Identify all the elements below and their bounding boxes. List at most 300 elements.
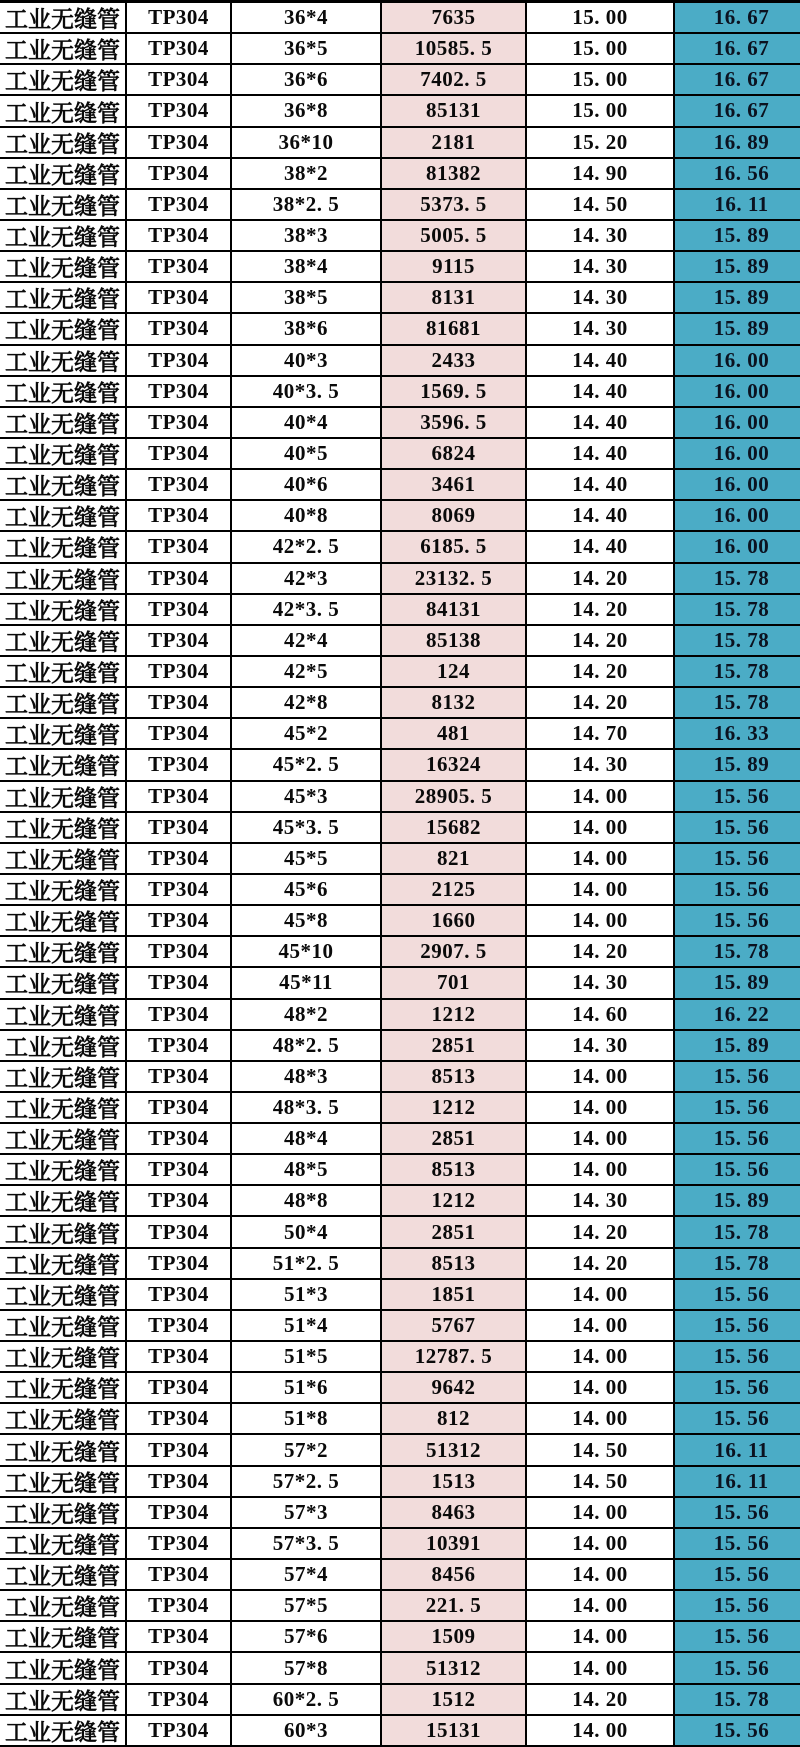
size-cell[interactable]: 40*5 xyxy=(232,439,382,470)
product-cell[interactable]: 工业无缝管 xyxy=(0,470,127,501)
material-cell[interactable]: TP304 xyxy=(127,1155,232,1186)
price-alt-cell[interactable]: 15. 56 xyxy=(675,813,800,844)
size-cell[interactable]: 48*2 xyxy=(232,1000,382,1031)
product-cell[interactable]: 工业无缝管 xyxy=(0,1280,127,1311)
quantity-cell[interactable]: 8131 xyxy=(382,283,527,314)
price-alt-cell[interactable]: 16. 00 xyxy=(675,470,800,501)
quantity-cell[interactable]: 12787. 5 xyxy=(382,1342,527,1373)
price-cell[interactable]: 14. 30 xyxy=(527,252,675,283)
material-cell[interactable]: TP304 xyxy=(127,782,232,813)
price-alt-cell[interactable]: 15. 56 xyxy=(675,1093,800,1124)
size-cell[interactable]: 57*2. 5 xyxy=(232,1467,382,1498)
material-cell[interactable]: TP304 xyxy=(127,1498,232,1529)
quantity-cell[interactable]: 2907. 5 xyxy=(382,937,527,968)
quantity-cell[interactable]: 1212 xyxy=(382,1093,527,1124)
quantity-cell[interactable]: 221. 5 xyxy=(382,1591,527,1622)
quantity-cell[interactable]: 1212 xyxy=(382,1186,527,1217)
price-cell[interactable]: 14. 00 xyxy=(527,782,675,813)
size-cell[interactable]: 42*2. 5 xyxy=(232,532,382,563)
material-cell[interactable]: TP304 xyxy=(127,377,232,408)
price-cell[interactable]: 14. 90 xyxy=(527,159,675,190)
product-cell[interactable]: 工业无缝管 xyxy=(0,501,127,532)
price-alt-cell[interactable]: 15. 78 xyxy=(675,1685,800,1716)
price-alt-cell[interactable]: 15. 56 xyxy=(675,1622,800,1653)
product-cell[interactable]: 工业无缝管 xyxy=(0,1498,127,1529)
price-alt-cell[interactable]: 15. 56 xyxy=(675,782,800,813)
size-cell[interactable]: 45*5 xyxy=(232,844,382,875)
size-cell[interactable]: 48*4 xyxy=(232,1124,382,1155)
quantity-cell[interactable]: 15131 xyxy=(382,1716,527,1747)
size-cell[interactable]: 42*8 xyxy=(232,688,382,719)
size-cell[interactable]: 45*3. 5 xyxy=(232,813,382,844)
quantity-cell[interactable]: 124 xyxy=(382,657,527,688)
quantity-cell[interactable]: 2181 xyxy=(382,128,527,159)
price-cell[interactable]: 14. 00 xyxy=(527,1404,675,1435)
material-cell[interactable]: TP304 xyxy=(127,346,232,377)
price-cell[interactable]: 14. 30 xyxy=(527,968,675,999)
product-cell[interactable]: 工业无缝管 xyxy=(0,1186,127,1217)
material-cell[interactable]: TP304 xyxy=(127,1062,232,1093)
price-cell[interactable]: 14. 30 xyxy=(527,750,675,781)
quantity-cell[interactable]: 5373. 5 xyxy=(382,190,527,221)
price-alt-cell[interactable]: 15. 56 xyxy=(675,1062,800,1093)
product-cell[interactable]: 工业无缝管 xyxy=(0,221,127,252)
size-cell[interactable]: 36*10 xyxy=(232,128,382,159)
size-cell[interactable]: 45*11 xyxy=(232,968,382,999)
material-cell[interactable]: TP304 xyxy=(127,1311,232,1342)
price-cell[interactable]: 14. 00 xyxy=(527,1560,675,1591)
size-cell[interactable]: 40*8 xyxy=(232,501,382,532)
quantity-cell[interactable]: 2851 xyxy=(382,1217,527,1248)
product-cell[interactable]: 工业无缝管 xyxy=(0,1249,127,1280)
material-cell[interactable]: TP304 xyxy=(127,1342,232,1373)
quantity-cell[interactable]: 8132 xyxy=(382,688,527,719)
material-cell[interactable]: TP304 xyxy=(127,3,232,34)
size-cell[interactable]: 45*2. 5 xyxy=(232,750,382,781)
size-cell[interactable]: 51*3 xyxy=(232,1280,382,1311)
price-alt-cell[interactable]: 16. 33 xyxy=(675,719,800,750)
product-cell[interactable]: 工业无缝管 xyxy=(0,564,127,595)
price-cell[interactable]: 14. 20 xyxy=(527,1685,675,1716)
size-cell[interactable]: 60*3 xyxy=(232,1716,382,1747)
product-cell[interactable]: 工业无缝管 xyxy=(0,1622,127,1653)
price-cell[interactable]: 14. 00 xyxy=(527,1093,675,1124)
quantity-cell[interactable]: 16324 xyxy=(382,750,527,781)
product-cell[interactable]: 工业无缝管 xyxy=(0,1000,127,1031)
price-alt-cell[interactable]: 15. 89 xyxy=(675,1031,800,1062)
price-cell[interactable]: 14. 30 xyxy=(527,1031,675,1062)
quantity-cell[interactable]: 2851 xyxy=(382,1031,527,1062)
size-cell[interactable]: 45*6 xyxy=(232,875,382,906)
product-cell[interactable]: 工业无缝管 xyxy=(0,1342,127,1373)
size-cell[interactable]: 60*2. 5 xyxy=(232,1685,382,1716)
price-cell[interactable]: 14. 20 xyxy=(527,626,675,657)
product-cell[interactable]: 工业无缝管 xyxy=(0,968,127,999)
product-cell[interactable]: 工业无缝管 xyxy=(0,1467,127,1498)
size-cell[interactable]: 40*6 xyxy=(232,470,382,501)
material-cell[interactable]: TP304 xyxy=(127,190,232,221)
quantity-cell[interactable]: 812 xyxy=(382,1404,527,1435)
material-cell[interactable]: TP304 xyxy=(127,1124,232,1155)
price-alt-cell[interactable]: 15. 56 xyxy=(675,1716,800,1747)
price-cell[interactable]: 15. 00 xyxy=(527,65,675,96)
product-cell[interactable]: 工业无缝管 xyxy=(0,1529,127,1560)
quantity-cell[interactable]: 15682 xyxy=(382,813,527,844)
price-cell[interactable]: 14. 40 xyxy=(527,346,675,377)
size-cell[interactable]: 40*4 xyxy=(232,408,382,439)
price-cell[interactable]: 14. 00 xyxy=(527,1591,675,1622)
price-alt-cell[interactable]: 15. 56 xyxy=(675,1529,800,1560)
quantity-cell[interactable]: 7635 xyxy=(382,3,527,34)
price-alt-cell[interactable]: 16. 00 xyxy=(675,377,800,408)
product-cell[interactable]: 工业无缝管 xyxy=(0,875,127,906)
price-cell[interactable]: 14. 70 xyxy=(527,719,675,750)
price-cell[interactable]: 14. 50 xyxy=(527,1467,675,1498)
quantity-cell[interactable]: 8513 xyxy=(382,1062,527,1093)
quantity-cell[interactable]: 23132. 5 xyxy=(382,564,527,595)
price-cell[interactable]: 14. 00 xyxy=(527,906,675,937)
product-cell[interactable]: 工业无缝管 xyxy=(0,1435,127,1466)
price-alt-cell[interactable]: 16. 00 xyxy=(675,532,800,563)
price-cell[interactable]: 15. 00 xyxy=(527,3,675,34)
price-cell[interactable]: 14. 40 xyxy=(527,470,675,501)
price-alt-cell[interactable]: 16. 67 xyxy=(675,65,800,96)
product-cell[interactable]: 工业无缝管 xyxy=(0,34,127,65)
price-cell[interactable]: 14. 20 xyxy=(527,564,675,595)
material-cell[interactable]: TP304 xyxy=(127,314,232,345)
size-cell[interactable]: 40*3 xyxy=(232,346,382,377)
price-cell[interactable]: 14. 00 xyxy=(527,1311,675,1342)
material-cell[interactable]: TP304 xyxy=(127,1217,232,1248)
price-alt-cell[interactable]: 15. 56 xyxy=(675,1653,800,1684)
quantity-cell[interactable]: 1509 xyxy=(382,1622,527,1653)
quantity-cell[interactable]: 51312 xyxy=(382,1653,527,1684)
quantity-cell[interactable]: 8456 xyxy=(382,1560,527,1591)
price-cell[interactable]: 14. 40 xyxy=(527,439,675,470)
quantity-cell[interactable]: 8069 xyxy=(382,501,527,532)
product-cell[interactable]: 工业无缝管 xyxy=(0,377,127,408)
product-cell[interactable]: 工业无缝管 xyxy=(0,1155,127,1186)
material-cell[interactable]: TP304 xyxy=(127,1186,232,1217)
price-cell[interactable]: 14. 40 xyxy=(527,501,675,532)
price-cell[interactable]: 15. 00 xyxy=(527,96,675,127)
product-cell[interactable]: 工业无缝管 xyxy=(0,439,127,470)
price-cell[interactable]: 14. 50 xyxy=(527,1435,675,1466)
price-cell[interactable]: 14. 20 xyxy=(527,595,675,626)
price-cell[interactable]: 14. 00 xyxy=(527,1124,675,1155)
product-cell[interactable]: 工业无缝管 xyxy=(0,1124,127,1155)
product-cell[interactable]: 工业无缝管 xyxy=(0,782,127,813)
price-alt-cell[interactable]: 15. 89 xyxy=(675,221,800,252)
product-cell[interactable]: 工业无缝管 xyxy=(0,190,127,221)
product-cell[interactable]: 工业无缝管 xyxy=(0,595,127,626)
price-cell[interactable]: 14. 20 xyxy=(527,1249,675,1280)
price-cell[interactable]: 14. 00 xyxy=(527,813,675,844)
size-cell[interactable]: 40*3. 5 xyxy=(232,377,382,408)
product-cell[interactable]: 工业无缝管 xyxy=(0,252,127,283)
price-cell[interactable]: 14. 00 xyxy=(527,844,675,875)
price-cell[interactable]: 15. 20 xyxy=(527,128,675,159)
product-cell[interactable]: 工业无缝管 xyxy=(0,1560,127,1591)
size-cell[interactable]: 38*2 xyxy=(232,159,382,190)
size-cell[interactable]: 42*5 xyxy=(232,657,382,688)
size-cell[interactable]: 36*6 xyxy=(232,65,382,96)
quantity-cell[interactable]: 5005. 5 xyxy=(382,221,527,252)
price-alt-cell[interactable]: 15. 78 xyxy=(675,1249,800,1280)
size-cell[interactable]: 51*6 xyxy=(232,1373,382,1404)
price-alt-cell[interactable]: 16. 11 xyxy=(675,1467,800,1498)
size-cell[interactable]: 57*5 xyxy=(232,1591,382,1622)
material-cell[interactable]: TP304 xyxy=(127,1716,232,1747)
price-alt-cell[interactable]: 15. 56 xyxy=(675,1342,800,1373)
material-cell[interactable]: TP304 xyxy=(127,1093,232,1124)
product-cell[interactable]: 工业无缝管 xyxy=(0,750,127,781)
price-alt-cell[interactable]: 15. 56 xyxy=(675,1155,800,1186)
material-cell[interactable]: TP304 xyxy=(127,34,232,65)
quantity-cell[interactable]: 8463 xyxy=(382,1498,527,1529)
material-cell[interactable]: TP304 xyxy=(127,1000,232,1031)
material-cell[interactable]: TP304 xyxy=(127,128,232,159)
material-cell[interactable]: TP304 xyxy=(127,501,232,532)
material-cell[interactable]: TP304 xyxy=(127,875,232,906)
material-cell[interactable]: TP304 xyxy=(127,1280,232,1311)
price-cell[interactable]: 14. 00 xyxy=(527,1280,675,1311)
price-alt-cell[interactable]: 15. 56 xyxy=(675,1404,800,1435)
price-alt-cell[interactable]: 15. 56 xyxy=(675,1498,800,1529)
product-cell[interactable]: 工业无缝管 xyxy=(0,128,127,159)
product-cell[interactable]: 工业无缝管 xyxy=(0,3,127,34)
price-alt-cell[interactable]: 15. 78 xyxy=(675,626,800,657)
product-cell[interactable]: 工业无缝管 xyxy=(0,314,127,345)
quantity-cell[interactable]: 10585. 5 xyxy=(382,34,527,65)
size-cell[interactable]: 48*3 xyxy=(232,1062,382,1093)
size-cell[interactable]: 57*6 xyxy=(232,1622,382,1653)
product-cell[interactable]: 工业无缝管 xyxy=(0,1031,127,1062)
price-alt-cell[interactable]: 15. 56 xyxy=(675,1591,800,1622)
price-cell[interactable]: 14. 20 xyxy=(527,937,675,968)
price-alt-cell[interactable]: 16. 89 xyxy=(675,128,800,159)
price-alt-cell[interactable]: 16. 00 xyxy=(675,501,800,532)
price-alt-cell[interactable]: 15. 89 xyxy=(675,283,800,314)
price-alt-cell[interactable]: 16. 56 xyxy=(675,159,800,190)
price-cell[interactable]: 14. 30 xyxy=(527,283,675,314)
quantity-cell[interactable]: 9642 xyxy=(382,1373,527,1404)
quantity-cell[interactable]: 701 xyxy=(382,968,527,999)
quantity-cell[interactable]: 85138 xyxy=(382,626,527,657)
size-cell[interactable]: 50*4 xyxy=(232,1217,382,1248)
price-alt-cell[interactable]: 16. 00 xyxy=(675,346,800,377)
size-cell[interactable]: 57*4 xyxy=(232,1560,382,1591)
size-cell[interactable]: 57*3. 5 xyxy=(232,1529,382,1560)
size-cell[interactable]: 38*4 xyxy=(232,252,382,283)
price-cell[interactable]: 14. 00 xyxy=(527,1716,675,1747)
size-cell[interactable]: 45*2 xyxy=(232,719,382,750)
price-alt-cell[interactable]: 15. 56 xyxy=(675,1560,800,1591)
size-cell[interactable]: 42*3. 5 xyxy=(232,595,382,626)
price-cell[interactable]: 14. 00 xyxy=(527,1155,675,1186)
product-cell[interactable]: 工业无缝管 xyxy=(0,657,127,688)
material-cell[interactable]: TP304 xyxy=(127,159,232,190)
material-cell[interactable]: TP304 xyxy=(127,906,232,937)
price-cell[interactable]: 14. 00 xyxy=(527,1529,675,1560)
quantity-cell[interactable]: 2125 xyxy=(382,875,527,906)
product-cell[interactable]: 工业无缝管 xyxy=(0,1093,127,1124)
price-alt-cell[interactable]: 15. 89 xyxy=(675,1186,800,1217)
price-alt-cell[interactable]: 15. 89 xyxy=(675,314,800,345)
quantity-cell[interactable]: 2851 xyxy=(382,1124,527,1155)
quantity-cell[interactable]: 6824 xyxy=(382,439,527,470)
size-cell[interactable]: 36*4 xyxy=(232,3,382,34)
price-alt-cell[interactable]: 15. 56 xyxy=(675,875,800,906)
price-alt-cell[interactable]: 15. 78 xyxy=(675,564,800,595)
material-cell[interactable]: TP304 xyxy=(127,1591,232,1622)
size-cell[interactable]: 51*4 xyxy=(232,1311,382,1342)
size-cell[interactable]: 57*8 xyxy=(232,1653,382,1684)
material-cell[interactable]: TP304 xyxy=(127,1435,232,1466)
quantity-cell[interactable]: 9115 xyxy=(382,252,527,283)
size-cell[interactable]: 48*2. 5 xyxy=(232,1031,382,1062)
price-alt-cell[interactable]: 15. 89 xyxy=(675,750,800,781)
quantity-cell[interactable]: 5767 xyxy=(382,1311,527,1342)
material-cell[interactable]: TP304 xyxy=(127,937,232,968)
price-cell[interactable]: 14. 30 xyxy=(527,221,675,252)
price-cell[interactable]: 14. 40 xyxy=(527,377,675,408)
price-alt-cell[interactable]: 16. 11 xyxy=(675,190,800,221)
size-cell[interactable]: 42*4 xyxy=(232,626,382,657)
price-alt-cell[interactable]: 15. 78 xyxy=(675,595,800,626)
price-cell[interactable]: 14. 30 xyxy=(527,1186,675,1217)
product-cell[interactable]: 工业无缝管 xyxy=(0,844,127,875)
product-cell[interactable]: 工业无缝管 xyxy=(0,1404,127,1435)
product-cell[interactable]: 工业无缝管 xyxy=(0,719,127,750)
price-alt-cell[interactable]: 15. 89 xyxy=(675,252,800,283)
size-cell[interactable]: 45*8 xyxy=(232,906,382,937)
price-cell[interactable]: 14. 20 xyxy=(527,657,675,688)
quantity-cell[interactable]: 821 xyxy=(382,844,527,875)
product-cell[interactable]: 工业无缝管 xyxy=(0,65,127,96)
price-alt-cell[interactable]: 15. 56 xyxy=(675,1373,800,1404)
product-cell[interactable]: 工业无缝管 xyxy=(0,1311,127,1342)
product-cell[interactable]: 工业无缝管 xyxy=(0,1373,127,1404)
quantity-cell[interactable]: 51312 xyxy=(382,1435,527,1466)
material-cell[interactable]: TP304 xyxy=(127,96,232,127)
material-cell[interactable]: TP304 xyxy=(127,408,232,439)
size-cell[interactable]: 38*6 xyxy=(232,314,382,345)
price-alt-cell[interactable]: 16. 00 xyxy=(675,439,800,470)
size-cell[interactable]: 48*5 xyxy=(232,1155,382,1186)
product-cell[interactable]: 工业无缝管 xyxy=(0,532,127,563)
size-cell[interactable]: 36*5 xyxy=(232,34,382,65)
price-cell[interactable]: 14. 60 xyxy=(527,1000,675,1031)
material-cell[interactable]: TP304 xyxy=(127,1529,232,1560)
material-cell[interactable]: TP304 xyxy=(127,1685,232,1716)
quantity-cell[interactable]: 7402. 5 xyxy=(382,65,527,96)
product-cell[interactable]: 工业无缝管 xyxy=(0,1591,127,1622)
quantity-cell[interactable]: 10391 xyxy=(382,1529,527,1560)
price-cell[interactable]: 14. 00 xyxy=(527,1342,675,1373)
price-cell[interactable]: 14. 00 xyxy=(527,1653,675,1684)
material-cell[interactable]: TP304 xyxy=(127,1031,232,1062)
quantity-cell[interactable]: 1660 xyxy=(382,906,527,937)
price-alt-cell[interactable]: 15. 56 xyxy=(675,1311,800,1342)
quantity-cell[interactable]: 8513 xyxy=(382,1249,527,1280)
material-cell[interactable]: TP304 xyxy=(127,439,232,470)
product-cell[interactable]: 工业无缝管 xyxy=(0,96,127,127)
material-cell[interactable]: TP304 xyxy=(127,750,232,781)
product-cell[interactable]: 工业无缝管 xyxy=(0,283,127,314)
product-cell[interactable]: 工业无缝管 xyxy=(0,1653,127,1684)
price-cell[interactable]: 14. 50 xyxy=(527,190,675,221)
price-alt-cell[interactable]: 16. 00 xyxy=(675,408,800,439)
price-alt-cell[interactable]: 16. 67 xyxy=(675,3,800,34)
material-cell[interactable]: TP304 xyxy=(127,657,232,688)
quantity-cell[interactable]: 8513 xyxy=(382,1155,527,1186)
material-cell[interactable]: TP304 xyxy=(127,252,232,283)
material-cell[interactable]: TP304 xyxy=(127,688,232,719)
price-cell[interactable]: 14. 20 xyxy=(527,688,675,719)
quantity-cell[interactable]: 1851 xyxy=(382,1280,527,1311)
size-cell[interactable]: 48*3. 5 xyxy=(232,1093,382,1124)
product-cell[interactable]: 工业无缝管 xyxy=(0,906,127,937)
quantity-cell[interactable]: 481 xyxy=(382,719,527,750)
size-cell[interactable]: 45*3 xyxy=(232,782,382,813)
price-alt-cell[interactable]: 15. 56 xyxy=(675,1280,800,1311)
price-cell[interactable]: 14. 20 xyxy=(527,1217,675,1248)
material-cell[interactable]: TP304 xyxy=(127,719,232,750)
size-cell[interactable]: 45*10 xyxy=(232,937,382,968)
product-cell[interactable]: 工业无缝管 xyxy=(0,688,127,719)
material-cell[interactable]: TP304 xyxy=(127,1560,232,1591)
size-cell[interactable]: 38*5 xyxy=(232,283,382,314)
material-cell[interactable]: TP304 xyxy=(127,1653,232,1684)
material-cell[interactable]: TP304 xyxy=(127,470,232,501)
size-cell[interactable]: 51*8 xyxy=(232,1404,382,1435)
material-cell[interactable]: TP304 xyxy=(127,1373,232,1404)
size-cell[interactable]: 36*8 xyxy=(232,96,382,127)
size-cell[interactable]: 57*3 xyxy=(232,1498,382,1529)
quantity-cell[interactable]: 85131 xyxy=(382,96,527,127)
quantity-cell[interactable]: 2433 xyxy=(382,346,527,377)
size-cell[interactable]: 57*2 xyxy=(232,1435,382,1466)
material-cell[interactable]: TP304 xyxy=(127,1622,232,1653)
material-cell[interactable]: TP304 xyxy=(127,1249,232,1280)
product-cell[interactable]: 工业无缝管 xyxy=(0,1685,127,1716)
material-cell[interactable]: TP304 xyxy=(127,65,232,96)
quantity-cell[interactable]: 1212 xyxy=(382,1000,527,1031)
quantity-cell[interactable]: 81681 xyxy=(382,314,527,345)
price-cell[interactable]: 14. 40 xyxy=(527,408,675,439)
price-cell[interactable]: 15. 00 xyxy=(527,34,675,65)
product-cell[interactable]: 工业无缝管 xyxy=(0,937,127,968)
product-cell[interactable]: 工业无缝管 xyxy=(0,1217,127,1248)
price-alt-cell[interactable]: 15. 89 xyxy=(675,968,800,999)
quantity-cell[interactable]: 3596. 5 xyxy=(382,408,527,439)
material-cell[interactable]: TP304 xyxy=(127,221,232,252)
price-cell[interactable]: 14. 40 xyxy=(527,532,675,563)
material-cell[interactable]: TP304 xyxy=(127,813,232,844)
material-cell[interactable]: TP304 xyxy=(127,1467,232,1498)
material-cell[interactable]: TP304 xyxy=(127,564,232,595)
product-cell[interactable]: 工业无缝管 xyxy=(0,1062,127,1093)
price-cell[interactable]: 14. 00 xyxy=(527,1622,675,1653)
material-cell[interactable]: TP304 xyxy=(127,1404,232,1435)
quantity-cell[interactable]: 28905. 5 xyxy=(382,782,527,813)
price-alt-cell[interactable]: 15. 56 xyxy=(675,906,800,937)
price-alt-cell[interactable]: 15. 78 xyxy=(675,657,800,688)
price-alt-cell[interactable]: 16. 67 xyxy=(675,96,800,127)
material-cell[interactable]: TP304 xyxy=(127,283,232,314)
price-alt-cell[interactable]: 16. 67 xyxy=(675,34,800,65)
